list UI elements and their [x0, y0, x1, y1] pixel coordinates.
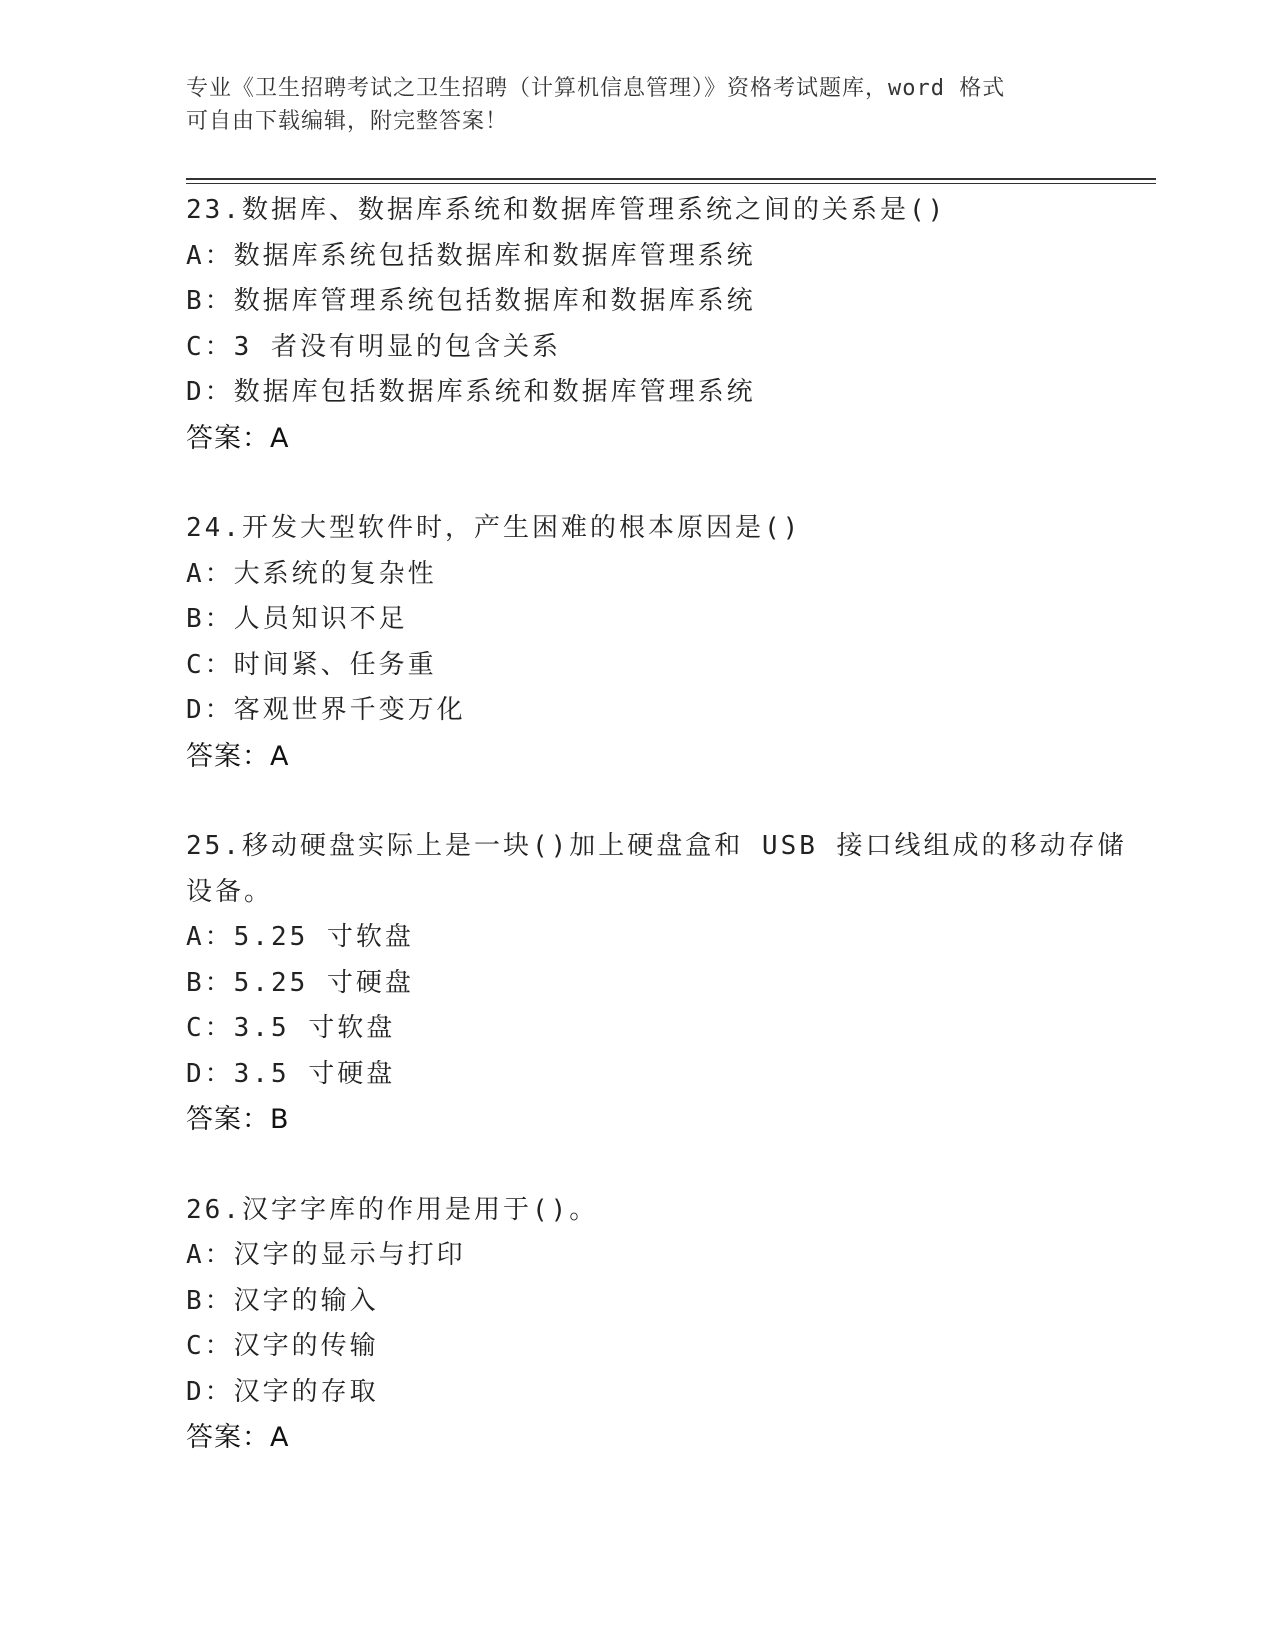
- question-list: [186, 188, 1127, 1506]
- question-23: [186, 188, 1086, 461]
- question-stem: 25.移动硬盘实际上是一块()加上硬盘盒和 USB 接口线组成的移动存储: [186, 831, 1127, 861]
- option-a: A：大系统的复杂性: [186, 558, 437, 589]
- option-d: D：数据库包括数据库系统和数据库管理系统: [186, 377, 756, 407]
- option-b: B：人员知识不足: [186, 604, 408, 634]
- option-c: C：汉字的传输: [186, 1331, 379, 1361]
- answer-label: 答案：A: [186, 740, 290, 772]
- option-b: B：数据库管理系统包括数据库和数据库系统: [186, 286, 756, 316]
- question-stem-continuation: 设备。: [186, 876, 274, 907]
- option-b: B：5.25 寸硬盘: [186, 967, 414, 998]
- header-divider-bottom: [186, 183, 1156, 184]
- option-d: D：客观世界千变万化: [186, 695, 466, 725]
- header-divider-top: [186, 178, 1156, 180]
- option-c: C：3 者没有明显的包含关系: [186, 331, 561, 362]
- question-stem: 26.汉字字库的作用是用于()。: [186, 1194, 599, 1225]
- question-26: [186, 1188, 1086, 1461]
- header-line-2: 可自由下载编辑，附完整答案！: [186, 109, 509, 134]
- option-d: D：汉字的存取: [186, 1376, 379, 1407]
- header-line-1: 专业《卫生招聘考试之卫生招聘（计算机信息管理）》资格考试题库，word 格式: [186, 76, 1006, 101]
- question-24: [186, 506, 1086, 779]
- answer-label: 答案：B: [186, 1104, 290, 1135]
- option-c: C：时间紧、任务重: [186, 649, 437, 680]
- document-header: [186, 72, 1086, 138]
- option-d: D：3.5 寸硬盘: [186, 1058, 396, 1089]
- option-a: A：数据库系统包括数据库和数据库管理系统: [186, 240, 756, 271]
- question-25: [186, 824, 1127, 1143]
- answer-label: 答案：A: [186, 1422, 290, 1453]
- question-stem: 24.开发大型软件时，产生困难的根本原因是(): [186, 513, 802, 543]
- question-stem: 23.数据库、数据库系统和数据库管理系统之间的关系是(): [186, 195, 947, 225]
- option-b: B：汉字的输入: [186, 1285, 379, 1316]
- answer-label: 答案：A: [186, 422, 290, 454]
- option-a: A：5.25 寸软盘: [186, 922, 414, 952]
- option-c: C：3.5 寸软盘: [186, 1013, 396, 1043]
- option-a: A：汉字的显示与打印: [186, 1240, 466, 1270]
